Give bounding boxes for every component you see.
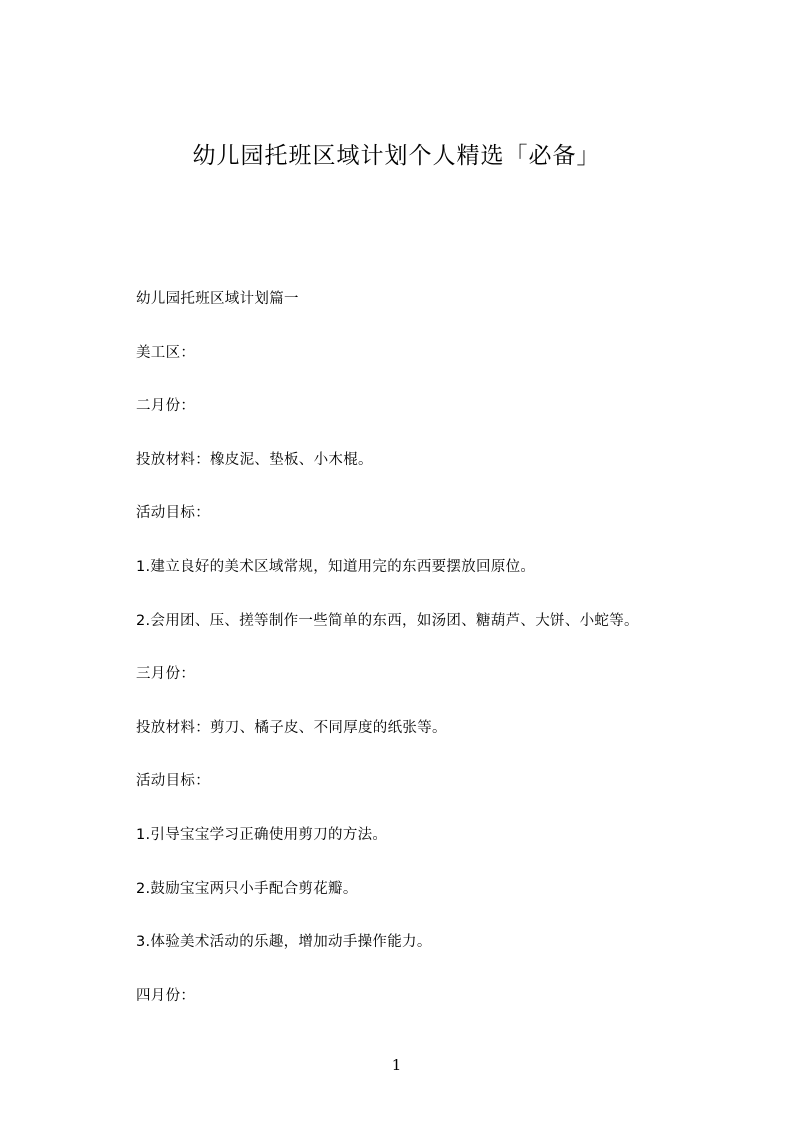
materials-paragraph: 投放材料：橡皮泥、垫板、小木棍。 [136, 451, 373, 468]
month-heading: 三月份： [136, 666, 196, 683]
document-body [136, 290, 736, 1040]
goal-item: 3.体验美术活动的乐趣，增加动手操作能力。 [136, 934, 432, 951]
goal-item: 2.会用团、压、搓等制作一些简单的东西，如汤团、糖葫芦、大饼、小蛇等。 [136, 612, 639, 629]
month-heading: 二月份： [136, 398, 196, 415]
goal-item: 2.鼓励宝宝两只小手配合剪花瓣。 [136, 880, 358, 897]
area-heading: 美工区： [136, 344, 196, 361]
goal-item: 1.引导宝宝学习正确使用剪刀的方法。 [136, 826, 388, 843]
goals-heading: 活动目标： [136, 773, 210, 790]
materials-paragraph: 投放材料：剪刀、橘子皮、不同厚度的纸张等。 [136, 719, 447, 736]
document-title: 幼儿园托班区域计划个人精选「必备」 [192, 143, 601, 169]
section-heading: 幼儿园托班区域计划篇一 [136, 291, 299, 307]
page-number: 1 [391, 1056, 402, 1074]
month-heading: 四月份： [136, 987, 196, 1004]
goal-item: 1.建立良好的美术区域常规，知道用完的东西要摆放回原位。 [136, 558, 536, 575]
goals-heading: 活动目标： [136, 505, 210, 522]
